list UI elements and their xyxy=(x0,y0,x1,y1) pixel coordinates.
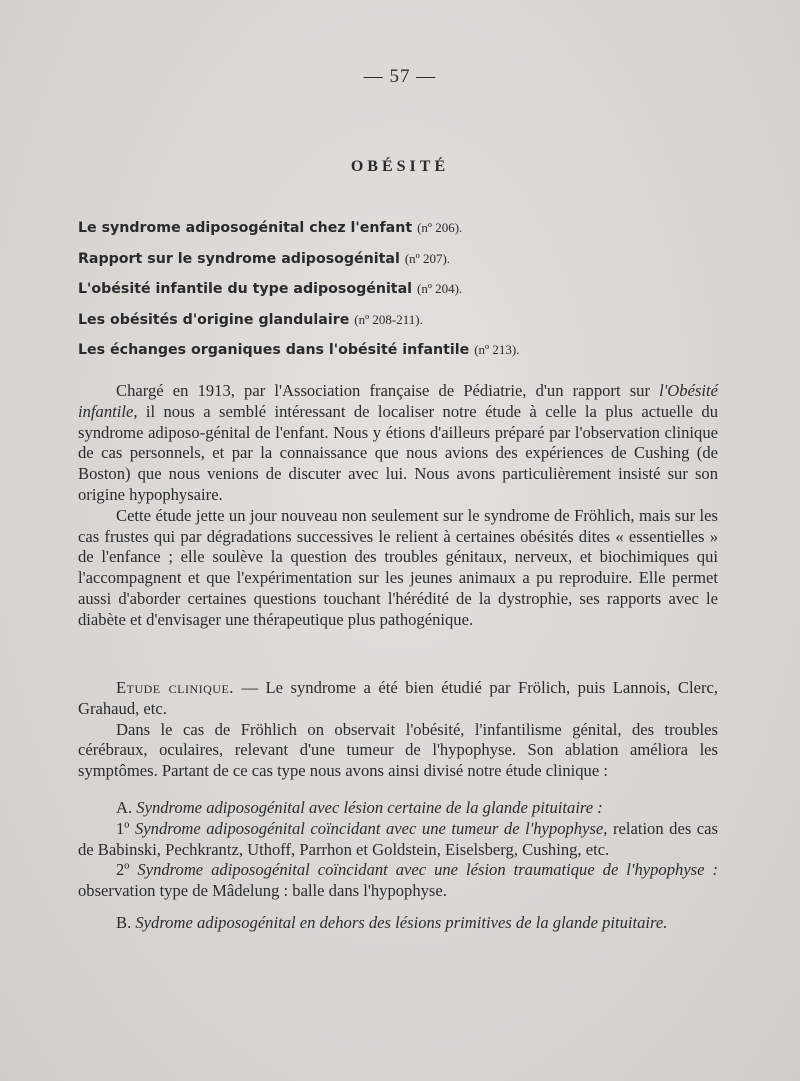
list-item-a2: 2º Syndrome adiposogénital coïncidant avec une lésion traumatique de l'hypophyse : observation type de Mâdelung : balle dans l'hypophyse. xyxy=(78,860,718,901)
reference-number: (nº 204). xyxy=(416,281,463,296)
paragraph-report: Chargé en 1913, par l'Association française de Pédiatrie, d'un rapport sur l'Obésité infantile, il nous a semblé intéressant de localiser notre étude à celle la plus actuelle du syndrome adiposo-génital de l'enfant. Nous y étions d'ailleurs préparé par l'observation clinique de cas personnels, et par la connaissance que nous avions des expériences de Cushing (de Boston) que nous venions de discuter avec lui. Nous avons particulièrement insisté sur son origine hypophysaire. xyxy=(78,381,718,504)
reference-list xyxy=(78,218,718,371)
reference-text: Rapport sur le syndrome adiposogénital xyxy=(78,250,400,267)
reference-item xyxy=(78,249,718,280)
reference-text: Le syndrome adiposogénital chez l'enfant xyxy=(78,220,413,236)
spacer xyxy=(78,902,718,913)
reference-number: (nº 208-211). xyxy=(354,311,423,327)
reference-text: L'obésité infantile du type adiposogénital xyxy=(78,281,413,297)
reference-text: Les obésités d'origine glandulaire xyxy=(78,311,350,328)
page-number: — 57 — xyxy=(363,66,437,87)
list-item-a: A. Syndrome adiposogénital avec lésion certaine de la glande pituitaire : xyxy=(116,798,603,817)
reference-text: Les échanges organiques dans l'obésité infantile xyxy=(78,342,470,358)
list-item-a1: 1º Syndrome adiposogénital coïncidant avec une tumeur de l'hypophyse, relation des cas de Babinski, Pechkrantz, Uthoff, Parrhon et Goldstein, Eiselsberg, Cushing, etc. xyxy=(78,818,718,859)
clinical-label: Etude clinique. xyxy=(116,678,234,697)
reference-number: (nº 213). xyxy=(474,342,520,357)
reference-number: (nº 207). xyxy=(404,250,451,266)
paragraph-clinical: Etude clinique. — Le syndrome a été bien étudié par Frölich, puis Lannois, Clerc, Grahaud, etc. xyxy=(78,678,718,718)
intro-section xyxy=(78,381,718,631)
reference-item xyxy=(78,218,718,249)
paragraph-frohlich: Dans le cas de Fröhlich on observait l'obésité, l'infantilisme génital, des troubles cérébraux, oculaires, relevant d'une tumeur de l'hypophyse. Son ablation améliora les symptômes. Partant de ce cas type nous avons ainsi divisé notre étude clinique : xyxy=(78,719,718,781)
clinical-section xyxy=(78,678,718,782)
section-title: OBÉSITÉ xyxy=(350,158,450,175)
classification-list xyxy=(78,798,718,934)
list-item-b: B. Sydrome adiposogénital en dehors des lésions primitives de la glande pituitaire. xyxy=(116,912,668,932)
report-title: l'Obésité infantile xyxy=(78,381,718,421)
reference-item xyxy=(78,340,718,371)
reference-item xyxy=(78,279,718,310)
reference-item xyxy=(78,310,718,341)
paragraph-study: Cette étude jette un jour nouveau non seulement sur le syndrome de Fröhlich, mais sur les cas frustes qui par dégradations successives le relient à certaines obésités dites « essentielles » de l'enfance ; elle soulève la question des troubles génitaux, nerveux, et biochimiques qui l'accompagnent et que l'expérimentation sur les jeunes animaux a pu reproduire. Elle permet aussi d'aborder certaines questions touchant l'hérédité de la dystrophie, ses rapports avec le diabète et d'envisager une thérapeutique plus pathogénique. xyxy=(78,505,718,629)
reference-number: (nº 206). xyxy=(417,220,463,235)
